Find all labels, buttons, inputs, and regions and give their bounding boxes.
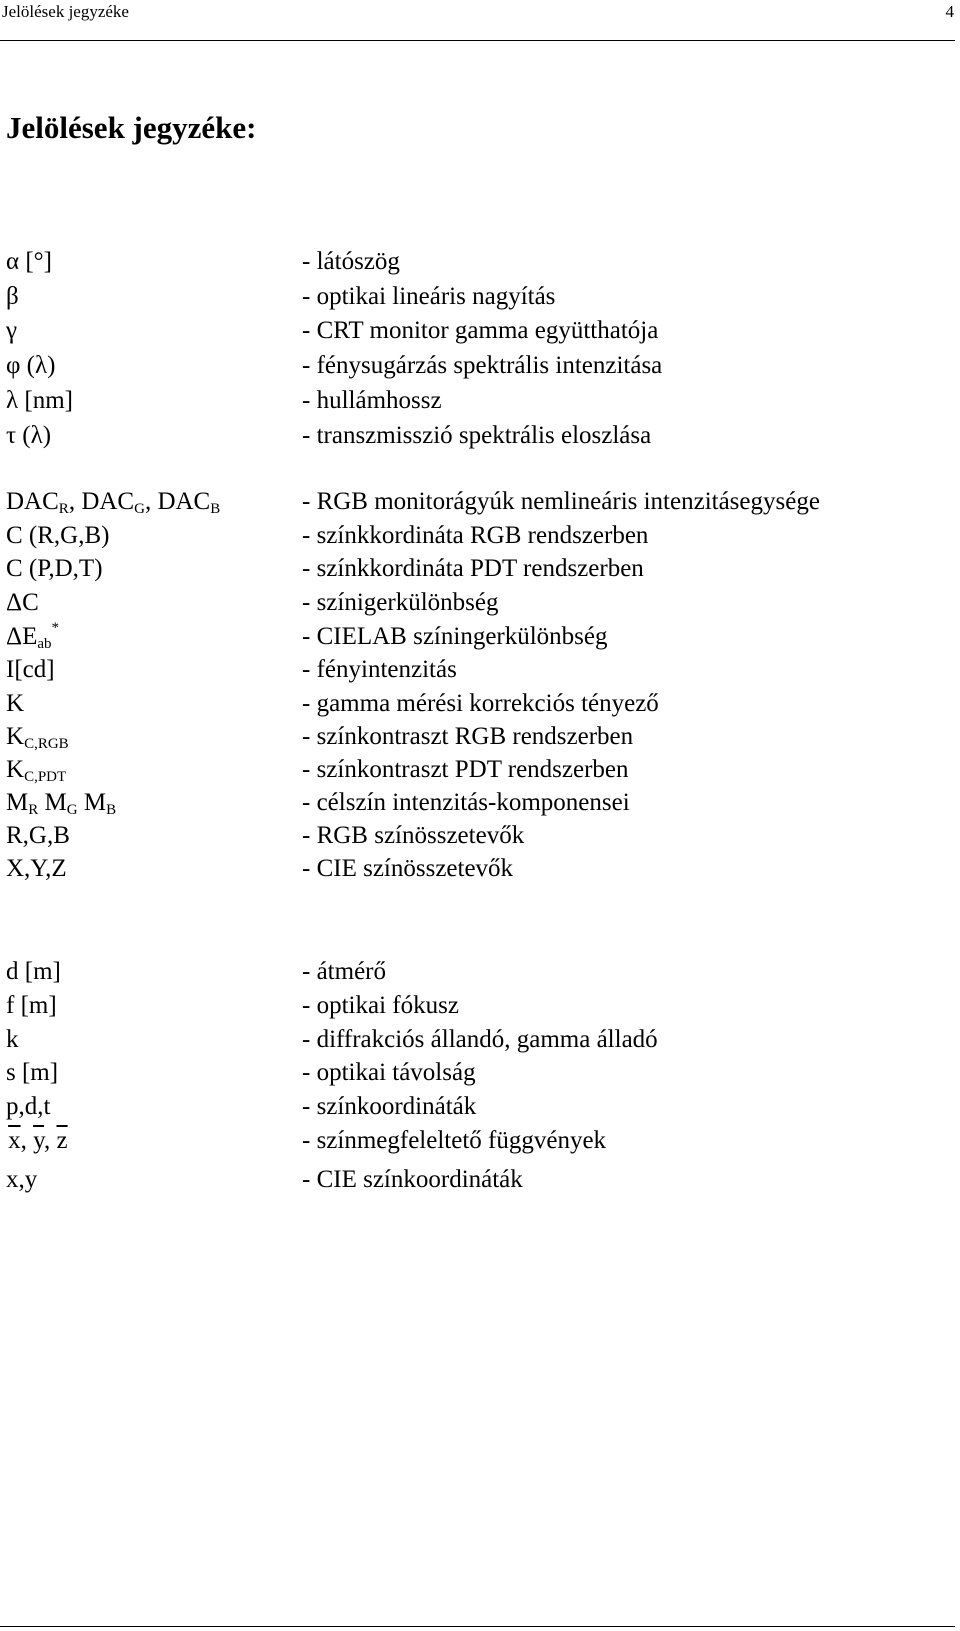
symbol: λ [nm] bbox=[6, 387, 73, 414]
symbol-entry bbox=[0, 419, 960, 453]
symbol-entry bbox=[0, 314, 960, 348]
symbol-description: - látószög bbox=[302, 248, 400, 275]
symbol-description: - színmegfeleltető függvények bbox=[302, 1127, 607, 1154]
symbol: $DAC_R$, $DAC_G$, $DAC_B$ bbox=[6, 488, 221, 517]
symbol: K bbox=[6, 690, 25, 717]
symbol-entry bbox=[0, 720, 960, 754]
symbol: d [m] bbox=[6, 958, 61, 985]
symbol-entry bbox=[0, 786, 960, 820]
symbol-description: - színkkordináta RGB rendszerben bbox=[302, 522, 649, 549]
page-header bbox=[0, 0, 960, 40]
symbol-entry bbox=[0, 552, 960, 586]
symbol: C (P,D,T) bbox=[6, 555, 103, 582]
header-rule bbox=[0, 40, 955, 41]
symbol-description: - színkontraszt RGB rendszerben bbox=[302, 723, 634, 750]
symbol-description: - színkkordináta PDT rendszerben bbox=[302, 555, 644, 582]
symbol-entry bbox=[0, 280, 960, 314]
symbol-entry bbox=[0, 753, 960, 787]
symbol-description: - RGB monitorágyúk nemlineáris intenzitásegysége bbox=[302, 488, 820, 515]
symbol-entry bbox=[0, 245, 960, 279]
symbol: s [m] bbox=[6, 1059, 59, 1086]
symbol: $M_R$ $M_G$ $M_B$ bbox=[6, 789, 117, 818]
symbol-entry bbox=[0, 349, 960, 383]
symbol: f [m] bbox=[6, 992, 57, 1019]
symbol: I[cd] bbox=[6, 656, 55, 683]
symbol-description: - színkontraszt PDT rendszerben bbox=[302, 756, 629, 783]
symbol: p,d,t bbox=[6, 1093, 51, 1120]
section-heading: Jelölések jegyzéke: bbox=[6, 110, 257, 145]
symbol-description: - optikai távolság bbox=[302, 1059, 476, 1086]
symbol-description: - fénysugárzás spektrális intenzitása bbox=[302, 352, 663, 379]
symbol: $\overline{x}$, $\overline{y}$, $\overline{z}$ bbox=[8, 1127, 68, 1154]
symbol: α [°] bbox=[6, 248, 52, 275]
symbol: X,Y,Z bbox=[6, 855, 67, 882]
symbol-entry bbox=[0, 620, 960, 654]
symbol-description: - transzmisszió spektrális eloszlása bbox=[302, 422, 652, 449]
symbol-entry bbox=[0, 955, 960, 989]
symbol: ΔC bbox=[6, 589, 39, 616]
symbol: x,y bbox=[6, 1166, 38, 1193]
footer-rule bbox=[0, 1626, 955, 1627]
symbol-entry bbox=[0, 687, 960, 721]
symbol: β bbox=[6, 283, 19, 310]
symbol: φ (λ) bbox=[6, 352, 56, 379]
symbol-description: - optikai lineáris nagyítás bbox=[302, 283, 556, 310]
symbol-entry bbox=[0, 1056, 960, 1090]
symbol-description: - átmérő bbox=[302, 958, 386, 985]
symbol-entry bbox=[0, 519, 960, 553]
symbol-description: - optikai fókusz bbox=[302, 992, 459, 1019]
symbol-description: - célszín intenzitás-komponensei bbox=[302, 789, 630, 816]
symbol: R,G,B bbox=[6, 822, 70, 849]
symbol-description: - RGB színösszetevők bbox=[302, 822, 525, 849]
symbol: C (R,G,B) bbox=[6, 522, 110, 549]
symbol-description: - színigerkülönbség bbox=[302, 589, 499, 616]
symbol: τ (λ) bbox=[6, 422, 52, 449]
symbol-description: - CIE színösszetevők bbox=[302, 855, 514, 882]
symbol: k bbox=[6, 1026, 19, 1053]
symbol-entry bbox=[0, 852, 960, 886]
symbol-entry bbox=[0, 485, 960, 519]
symbol: $K_{C,RGB}$ bbox=[6, 723, 69, 752]
running-header-title: Jelölések jegyzéke bbox=[2, 2, 129, 21]
symbol: γ bbox=[6, 317, 18, 344]
symbol: $\Delta E_{ab}^*$ bbox=[6, 620, 60, 652]
symbol-entry bbox=[0, 586, 960, 620]
symbol-description: - diffrakciós állandó, gamma álladó bbox=[302, 1026, 658, 1053]
symbol-entry bbox=[0, 1124, 960, 1158]
symbol-entry bbox=[0, 989, 960, 1023]
symbol-entry bbox=[0, 1163, 960, 1197]
symbol-description: - CIE színkoordináták bbox=[302, 1166, 523, 1193]
symbol-description: - színkoordináták bbox=[302, 1093, 477, 1120]
symbol-entry bbox=[0, 384, 960, 418]
symbol: $K_{C,PDT}$ bbox=[6, 756, 67, 785]
page-number: 4 bbox=[945, 2, 954, 21]
symbol-entry bbox=[0, 819, 960, 853]
symbol-entry bbox=[0, 1023, 960, 1057]
symbol-description: - CIELAB színingerkülönbség bbox=[302, 623, 608, 650]
symbol-description: - fényintenzitás bbox=[302, 656, 457, 683]
symbol-description: - CRT monitor gamma együtthatója bbox=[302, 317, 659, 344]
symbol-entry bbox=[0, 653, 960, 687]
symbol-entry bbox=[0, 1090, 960, 1124]
symbol-description: - hullámhossz bbox=[302, 387, 442, 414]
symbol-description: - gamma mérési korrekciós tényező bbox=[302, 690, 659, 717]
